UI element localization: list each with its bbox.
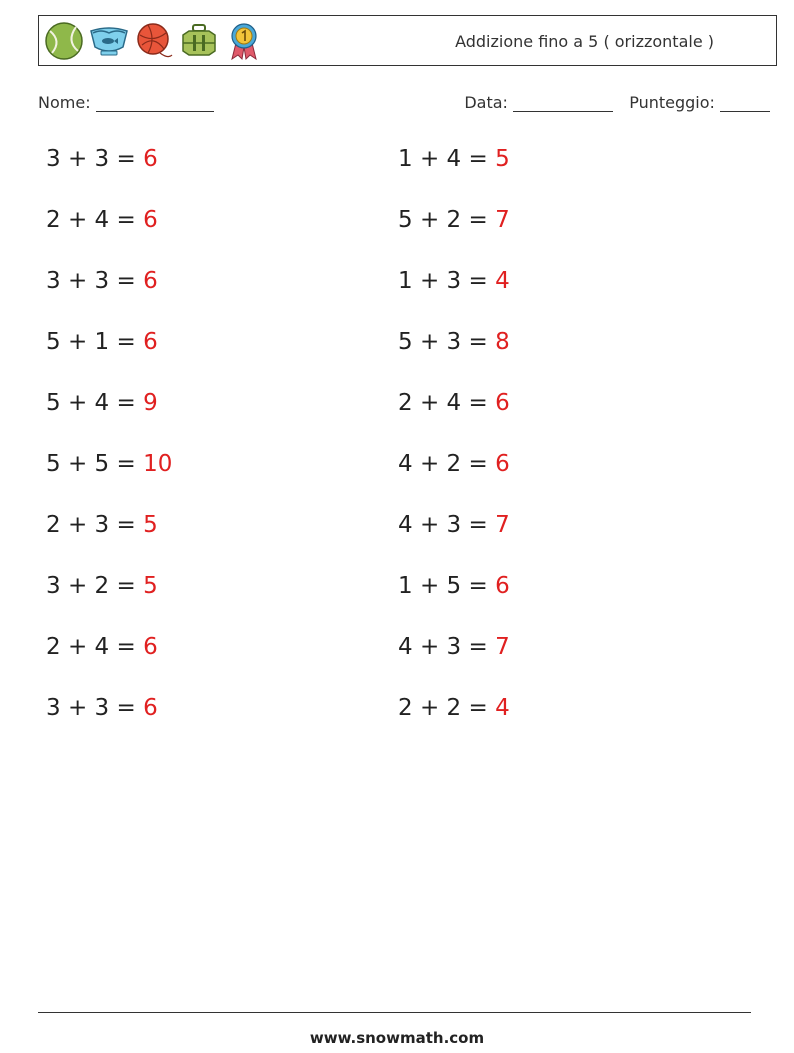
problem-expression: 2 + 4 = <box>46 207 144 233</box>
addition-problem <box>398 146 510 172</box>
addition-problem <box>46 329 158 355</box>
problem-answer: 9 <box>143 390 158 416</box>
footer-url: www.snowmath.com <box>309 1029 485 1047</box>
worksheet-title: Addizione fino a 5 ( orizzontale ) <box>455 32 714 51</box>
header-icons <box>44 21 264 61</box>
problem-row <box>46 329 766 390</box>
problem-row <box>46 634 766 695</box>
problem-expression: 2 + 3 = <box>46 512 144 538</box>
problem-answer: 6 <box>143 329 158 355</box>
addition-problem <box>46 573 158 599</box>
problem-answer: 10 <box>143 451 173 477</box>
problem-expression: 2 + 2 = <box>398 695 496 721</box>
addition-problem <box>46 390 158 416</box>
problem-answer: 6 <box>495 573 510 599</box>
addition-problem <box>46 451 172 477</box>
problem-expression: 3 + 3 = <box>46 146 144 172</box>
date-score-fields <box>464 93 770 112</box>
problem-answer: 4 <box>495 268 510 294</box>
addition-problem <box>398 207 510 233</box>
addition-problem <box>398 268 510 294</box>
problem-expression: 4 + 3 = <box>398 512 496 538</box>
addition-problem <box>46 695 158 721</box>
addition-problem <box>398 390 510 416</box>
name-label: Nome: <box>38 93 91 112</box>
problem-answer: 6 <box>143 146 158 172</box>
problem-answer: 6 <box>495 451 510 477</box>
score-label: Punteggio: <box>629 93 715 112</box>
date-label: Data: <box>464 93 508 112</box>
date-blank[interactable] <box>513 95 613 112</box>
student-info-row <box>38 93 770 117</box>
tackle-box-icon <box>179 21 219 61</box>
problem-expression: 1 + 3 = <box>398 268 496 294</box>
award-ribbon-icon <box>224 21 264 61</box>
problem-answer: 5 <box>495 146 510 172</box>
problem-answer: 6 <box>143 268 158 294</box>
problem-row <box>46 573 766 634</box>
problem-row <box>46 695 766 756</box>
problem-row <box>46 268 766 329</box>
problem-expression: 3 + 3 = <box>46 268 144 294</box>
problem-answer: 6 <box>143 207 158 233</box>
score-blank[interactable] <box>720 95 770 112</box>
problem-row <box>46 512 766 573</box>
problem-answer: 5 <box>143 573 158 599</box>
addition-problem <box>46 207 158 233</box>
addition-problem <box>46 268 158 294</box>
problem-answer: 7 <box>495 634 510 660</box>
problem-expression: 5 + 4 = <box>46 390 144 416</box>
problem-row <box>46 207 766 268</box>
problem-answer: 7 <box>495 207 510 233</box>
addition-problem <box>398 573 510 599</box>
problem-expression: 1 + 5 = <box>398 573 496 599</box>
problem-expression: 5 + 3 = <box>398 329 496 355</box>
problem-answer: 6 <box>495 390 510 416</box>
problem-expression: 1 + 4 = <box>398 146 496 172</box>
problem-expression: 3 + 3 = <box>46 695 144 721</box>
addition-problem <box>398 512 510 538</box>
name-field <box>38 93 214 112</box>
worksheet-header <box>38 15 777 66</box>
problem-answer: 6 <box>143 634 158 660</box>
problem-answer: 6 <box>143 695 158 721</box>
problem-expression: 5 + 2 = <box>398 207 496 233</box>
addition-problem <box>46 512 158 538</box>
addition-problem <box>398 451 510 477</box>
name-blank[interactable] <box>96 95 214 112</box>
tennis-ball-icon <box>44 21 84 61</box>
problem-row <box>46 451 766 512</box>
problem-expression: 5 + 5 = <box>46 451 144 477</box>
problem-answer: 8 <box>495 329 510 355</box>
problem-row <box>46 390 766 451</box>
problem-answer: 7 <box>495 512 510 538</box>
addition-problem <box>398 695 510 721</box>
problem-expression: 2 + 4 = <box>46 634 144 660</box>
problem-expression: 3 + 2 = <box>46 573 144 599</box>
yarn-ball-icon <box>134 21 174 61</box>
problem-expression: 4 + 2 = <box>398 451 496 477</box>
problem-expression: 2 + 4 = <box>398 390 496 416</box>
problem-expression: 4 + 3 = <box>398 634 496 660</box>
addition-problem <box>46 634 158 660</box>
addition-problem <box>398 634 510 660</box>
addition-problem <box>398 329 510 355</box>
footer-divider <box>38 1012 751 1013</box>
problem-grid <box>46 146 766 756</box>
problem-row <box>46 146 766 207</box>
fish-bowl-icon <box>89 21 129 61</box>
problem-answer: 5 <box>143 512 158 538</box>
problem-answer: 4 <box>495 695 510 721</box>
addition-problem <box>46 146 158 172</box>
problem-expression: 5 + 1 = <box>46 329 144 355</box>
